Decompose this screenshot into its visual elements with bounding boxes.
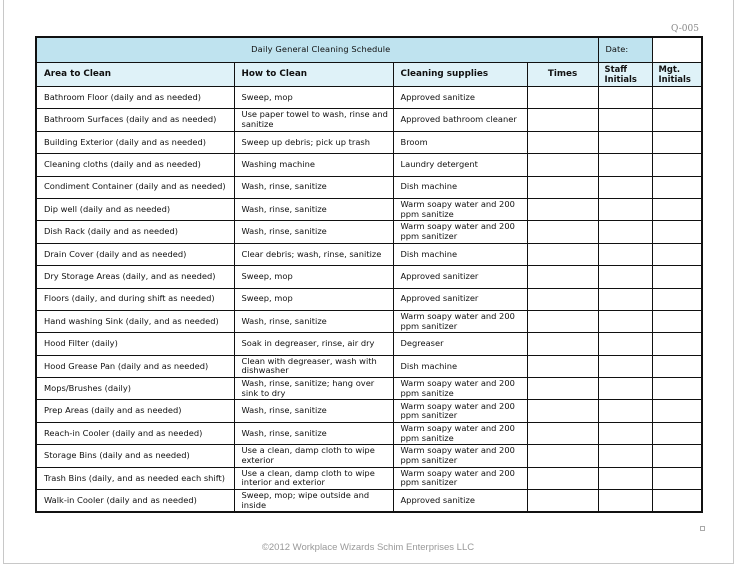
cell-staff[interactable] bbox=[598, 400, 652, 422]
cell-area: Trash Bins (daily, and as needed each shift) bbox=[36, 467, 234, 489]
date-label: Date: bbox=[598, 37, 652, 63]
cell-staff[interactable] bbox=[598, 490, 652, 513]
cell-mgt[interactable] bbox=[652, 310, 702, 332]
cell-staff[interactable] bbox=[598, 378, 652, 400]
cell-times[interactable] bbox=[527, 333, 598, 355]
cleaning-schedule-table bbox=[35, 36, 703, 513]
cell-how: Wash, rinse, sanitize; hang over sink to dry bbox=[234, 378, 393, 400]
cell-mgt[interactable] bbox=[652, 467, 702, 489]
cell-times[interactable] bbox=[527, 154, 598, 176]
cell-area: Drain Cover (daily and as needed) bbox=[36, 243, 234, 265]
header-staff-initials: Staff Initials bbox=[598, 63, 652, 87]
cell-how: Wash, rinse, sanitize bbox=[234, 310, 393, 332]
cell-times[interactable] bbox=[527, 131, 598, 153]
cell-how: Wash, rinse, sanitize bbox=[234, 400, 393, 422]
cell-staff[interactable] bbox=[598, 154, 652, 176]
cell-staff[interactable] bbox=[598, 243, 652, 265]
cell-area: Walk-in Cooler (daily and as needed) bbox=[36, 490, 234, 513]
cell-times[interactable] bbox=[527, 198, 598, 220]
table-row bbox=[36, 490, 702, 513]
cell-supplies: Approved sanitize bbox=[393, 490, 527, 513]
cell-area: Bathroom Surfaces (daily and as needed) bbox=[36, 109, 234, 131]
cell-supplies: Laundry detergent bbox=[393, 154, 527, 176]
cell-mgt[interactable] bbox=[652, 87, 702, 109]
cell-mgt[interactable] bbox=[652, 243, 702, 265]
cell-times[interactable] bbox=[527, 221, 598, 243]
cell-area: Condiment Container (daily and as needed) bbox=[36, 176, 234, 198]
cell-times[interactable] bbox=[527, 490, 598, 513]
cell-staff[interactable] bbox=[598, 221, 652, 243]
cell-area: Hood Grease Pan (daily and as needed) bbox=[36, 355, 234, 377]
cell-times[interactable] bbox=[527, 445, 598, 467]
table-row bbox=[36, 445, 702, 467]
cell-how: Wash, rinse, sanitize bbox=[234, 422, 393, 444]
cell-supplies: Approved sanitizer bbox=[393, 266, 527, 288]
header-mgt-initials: Mgt. Initials bbox=[652, 63, 702, 87]
copyright-footer: ©2012 Workplace Wizards Schim Enterprises LLC bbox=[261, 542, 475, 553]
cell-staff[interactable] bbox=[598, 266, 652, 288]
cell-how: Clean with degreaser, wash with dishwasher bbox=[234, 355, 393, 377]
cell-supplies: Dish machine bbox=[393, 243, 527, 265]
cell-staff[interactable] bbox=[598, 109, 652, 131]
cell-how: Sweep, mop bbox=[234, 266, 393, 288]
cell-how: Wash, rinse, sanitize bbox=[234, 221, 393, 243]
table-row bbox=[36, 422, 702, 444]
cell-how: Clear debris; wash, rinse, sanitize bbox=[234, 243, 393, 265]
cell-area: Dry Storage Areas (daily, and as needed) bbox=[36, 266, 234, 288]
cell-staff[interactable] bbox=[598, 310, 652, 332]
cell-mgt[interactable] bbox=[652, 355, 702, 377]
cell-how: Use paper towel to wash, rinse and sanitize bbox=[234, 109, 393, 131]
cell-supplies: Warm soapy water and 200 ppm sanitizer bbox=[393, 400, 527, 422]
cell-times[interactable] bbox=[527, 288, 598, 310]
cell-supplies: Warm soapy water and 200 ppm sanitizer bbox=[393, 310, 527, 332]
cell-supplies: Warm soapy water and 200 ppm sanitize bbox=[393, 378, 527, 400]
cell-times[interactable] bbox=[527, 422, 598, 444]
table-row bbox=[36, 266, 702, 288]
header-times: Times bbox=[527, 63, 598, 87]
table-row bbox=[36, 400, 702, 422]
cell-how: Use a clean, damp cloth to wipe exterior bbox=[234, 445, 393, 467]
cell-supplies: Approved bathroom cleaner bbox=[393, 109, 527, 131]
cell-mgt[interactable] bbox=[652, 221, 702, 243]
cell-supplies: Approved sanitizer bbox=[393, 288, 527, 310]
cell-how: Sweep, mop; wipe outside and inside bbox=[234, 490, 393, 513]
cell-area: Building Exterior (daily and as needed) bbox=[36, 131, 234, 153]
table-row bbox=[36, 154, 702, 176]
header-row bbox=[36, 63, 702, 87]
cell-mgt[interactable] bbox=[652, 131, 702, 153]
cell-area: Dip well (daily and as needed) bbox=[36, 198, 234, 220]
cell-mgt[interactable] bbox=[652, 333, 702, 355]
cell-area: Floors (daily, and during shift as needed) bbox=[36, 288, 234, 310]
cell-how: Sweep, mop bbox=[234, 87, 393, 109]
cell-staff[interactable] bbox=[598, 333, 652, 355]
cell-area: Storage Bins (daily and as needed) bbox=[36, 445, 234, 467]
table-row bbox=[36, 87, 702, 109]
table-row bbox=[36, 378, 702, 400]
cell-how: Sweep, mop bbox=[234, 288, 393, 310]
table-row bbox=[36, 176, 702, 198]
cell-how: Sweep up debris; pick up trash bbox=[234, 131, 393, 153]
cell-times[interactable] bbox=[527, 109, 598, 131]
cell-how: Wash, rinse, sanitize bbox=[234, 176, 393, 198]
cell-area: Bathroom Floor (daily and as needed) bbox=[36, 87, 234, 109]
table-row bbox=[36, 198, 702, 220]
cell-mgt[interactable] bbox=[652, 378, 702, 400]
cell-how: Use a clean, damp cloth to wipe interior and exterior bbox=[234, 467, 393, 489]
cell-staff[interactable] bbox=[598, 288, 652, 310]
cell-times[interactable] bbox=[527, 378, 598, 400]
cell-times[interactable] bbox=[527, 266, 598, 288]
cell-times[interactable] bbox=[527, 243, 598, 265]
header-supplies: Cleaning supplies bbox=[393, 63, 527, 87]
date-field[interactable] bbox=[652, 37, 702, 63]
cell-mgt[interactable] bbox=[652, 266, 702, 288]
cell-area: Reach-in Cooler (daily and as needed) bbox=[36, 422, 234, 444]
cell-mgt[interactable] bbox=[652, 400, 702, 422]
cell-staff[interactable] bbox=[598, 131, 652, 153]
cell-supplies: Warm soapy water and 200 ppm sanitize bbox=[393, 422, 527, 444]
cell-area: Mops/Brushes (daily) bbox=[36, 378, 234, 400]
table-row bbox=[36, 310, 702, 332]
cell-staff[interactable] bbox=[598, 355, 652, 377]
cell-times[interactable] bbox=[527, 310, 598, 332]
cell-supplies: Warm soapy water and 200 ppm sanitizer bbox=[393, 221, 527, 243]
cell-mgt[interactable] bbox=[652, 422, 702, 444]
cell-staff[interactable] bbox=[598, 422, 652, 444]
table-row bbox=[36, 109, 702, 131]
table-row bbox=[36, 221, 702, 243]
cell-times[interactable] bbox=[527, 176, 598, 198]
cell-supplies: Warm soapy water and 200 ppm sanitizer bbox=[393, 445, 527, 467]
table-resize-handle[interactable] bbox=[700, 526, 705, 531]
cell-supplies: Broom bbox=[393, 131, 527, 153]
table-row bbox=[36, 131, 702, 153]
cell-staff[interactable] bbox=[598, 87, 652, 109]
cell-mgt[interactable] bbox=[652, 445, 702, 467]
cell-staff[interactable] bbox=[598, 445, 652, 467]
cell-how: Soak in degreaser, rinse, air dry bbox=[234, 333, 393, 355]
cell-staff[interactable] bbox=[598, 467, 652, 489]
cell-area: Cleaning cloths (daily and as needed) bbox=[36, 154, 234, 176]
cell-mgt[interactable] bbox=[652, 490, 702, 513]
cell-staff[interactable] bbox=[598, 198, 652, 220]
cell-area: Prep Areas (daily and as needed) bbox=[36, 400, 234, 422]
cell-staff[interactable] bbox=[598, 176, 652, 198]
cell-mgt[interactable] bbox=[652, 198, 702, 220]
cell-supplies: Dish machine bbox=[393, 355, 527, 377]
cell-mgt[interactable] bbox=[652, 176, 702, 198]
table-row bbox=[36, 333, 702, 355]
cell-area: Dish Rack (daily and as needed) bbox=[36, 221, 234, 243]
cell-times[interactable] bbox=[527, 87, 598, 109]
cell-mgt[interactable] bbox=[652, 154, 702, 176]
cell-mgt[interactable] bbox=[652, 109, 702, 131]
cell-supplies: Dish machine bbox=[393, 176, 527, 198]
cell-area: Hand washing Sink (daily, and as needed) bbox=[36, 310, 234, 332]
title-row bbox=[36, 37, 702, 63]
cell-how: Wash, rinse, sanitize bbox=[234, 198, 393, 220]
cell-supplies: Degreaser bbox=[393, 333, 527, 355]
document-code: Q-005 bbox=[671, 24, 699, 34]
table-row bbox=[36, 355, 702, 377]
header-area: Area to Clean bbox=[36, 63, 234, 87]
cell-mgt[interactable] bbox=[652, 288, 702, 310]
cell-supplies: Approved sanitize bbox=[393, 87, 527, 109]
table-row bbox=[36, 467, 702, 489]
table-row bbox=[36, 288, 702, 310]
cell-times[interactable] bbox=[527, 467, 598, 489]
header-how: How to Clean bbox=[234, 63, 393, 87]
cell-supplies: Warm soapy water and 200 ppm sanitizer bbox=[393, 467, 527, 489]
table-row bbox=[36, 243, 702, 265]
cell-times[interactable] bbox=[527, 400, 598, 422]
cell-times[interactable] bbox=[527, 355, 598, 377]
cell-how: Washing machine bbox=[234, 154, 393, 176]
cell-supplies: Warm soapy water and 200 ppm sanitize bbox=[393, 198, 527, 220]
cell-area: Hood Filter (daily) bbox=[36, 333, 234, 355]
document-title: Daily General Cleaning Schedule bbox=[36, 37, 598, 63]
